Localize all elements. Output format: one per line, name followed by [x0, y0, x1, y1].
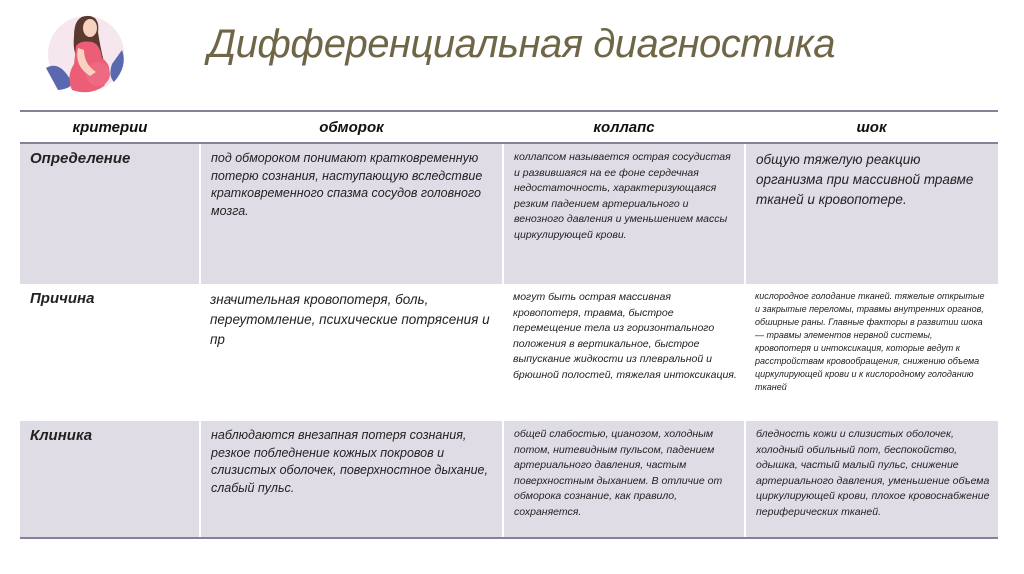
criterion-cell: Причина: [30, 290, 95, 307]
collapse-cell: общей слабостью, цианозом, холодным потом, нитевидным пульсом, падением артериального давления, частым поверхностным дыханием. В отличие от обморока сознание, как правило, сохраняется.: [503, 421, 745, 538]
header-shock: шок: [745, 111, 998, 143]
table-row-cause: [20, 284, 998, 421]
shock-cell: бледность кожи и слизистых оболочек, холодный обильный пот, беспокойство, одышка, частый малый пульс, снижение артериального давления, уменьшение объема циркулирующей крови, плохое кровоснабжение периферических тканей.: [745, 421, 998, 538]
pregnant-woman-illustration: [38, 6, 130, 98]
collapse-cell: могут быть острая массивная кровопотеря, травма, быстрое перемещение тела из горизонтального положения в вертикальное, быстрое выпускание жидкости из плевральной и брюшной полостей, тяжелая интоксикация.: [513, 291, 737, 381]
criterion-cell: Клиника: [20, 421, 200, 538]
header-collapse: коллапс: [503, 111, 745, 143]
faint-cell: наблюдаются внезапная потеря сознания, резкое побледнение кожных покровов и слизистых оболочек, поверхностное дыхание, слабый пульс.: [200, 421, 503, 538]
shock-cell: общую тяжелую реакцию организма при массивной травме тканей и кровопотере.: [745, 143, 998, 284]
table-header-row: [20, 111, 998, 143]
differential-diagnosis-table: [20, 110, 998, 539]
collapse-cell: коллапсом называется острая сосудистая и развившаяся на ее фоне сердечная недостаточность, характеризующаяся резким падением артериального и венозного давления и уменьшением массы циркулирующей крови.: [503, 143, 745, 284]
shock-cell: кислородное голодание тканей. тяжелые открытые и закрытые переломы, травмы внутренних органов, обширные раны. Главные факторы в развитии шока — травмы элементов нервной системы, кровопотеря и интоксикация, которые ведут к расстройствам кровообращения, снижению объема циркулирующей крови и к кислородному голоданию тканей: [755, 291, 985, 392]
page-title: Дифференциальная диагностика: [208, 22, 835, 66]
criterion-cell: Определение: [20, 143, 200, 284]
table-row-clinic: [20, 421, 998, 538]
faint-cell: под обмороком понимают кратковременную потерю сознания, наступающую вследствие кратковременного спазма сосудов головного мозга.: [200, 143, 503, 284]
header-criteria: критерии: [20, 111, 200, 143]
table-row-definition: [20, 143, 998, 284]
header-faint: обморок: [200, 111, 503, 143]
faint-cell: значительная кровопотеря, боль, переутомление, психические потрясения и пр: [210, 292, 490, 347]
